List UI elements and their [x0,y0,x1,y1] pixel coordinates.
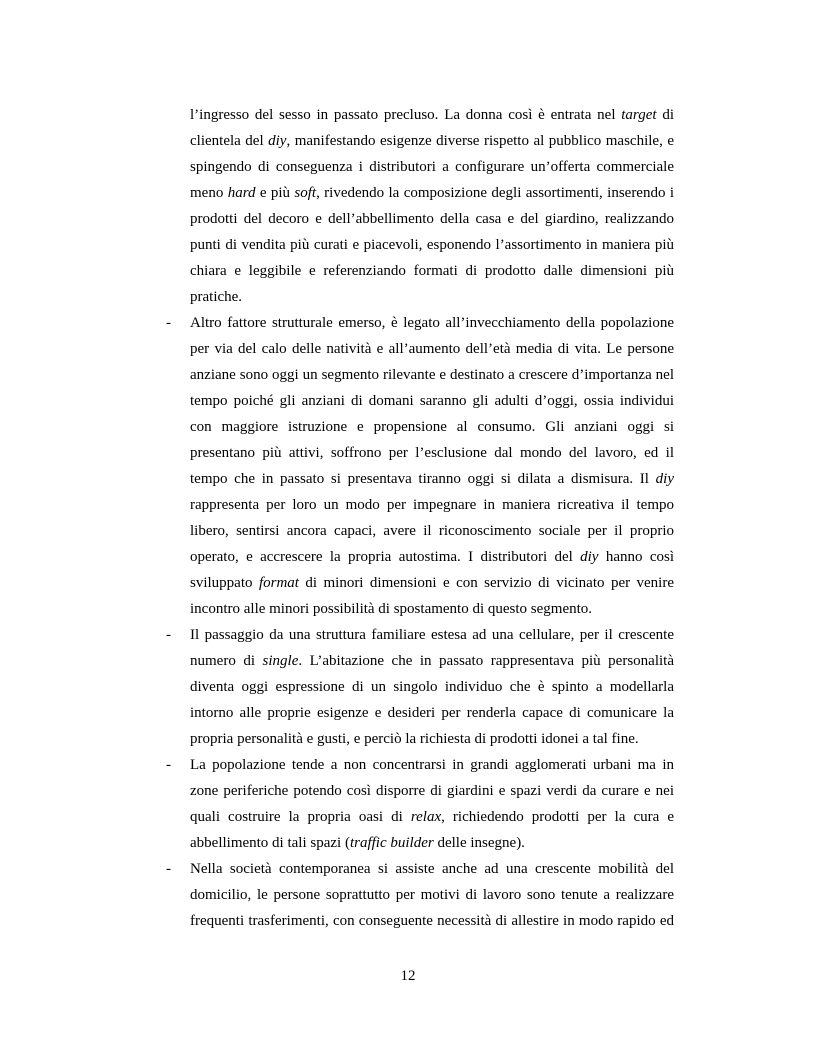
italic-term: diy [580,549,599,565]
text-segment: numero di [190,653,263,669]
text-segment: operato, e accrescere la propria autostima. I distributori del [190,549,581,565]
italic-term: format [258,575,299,591]
bullet-item [0,622,816,752]
text-segment: domicilio, le persone soprattutto per motivi di lavoro sono tenute a realizzare [190,887,674,903]
text-segment: e più [255,185,295,201]
text-segment: quali costruire la propria oasi di [190,809,411,825]
text-segment: , rivedendo la composizione degli assortimenti, inserendo i [316,185,674,201]
italic-term: traffic builder [349,835,434,851]
text-line [190,310,674,336]
text-segment: incontro alle minori possibilità di spostamento di questo segmento. [190,601,593,617]
text-segment: pratiche. [190,289,243,305]
text-segment: . L’abitazione che in passato rappresentava più personalità [298,653,674,669]
text-segment: clientela del [190,133,269,149]
text-line [190,128,674,154]
bullet-marker: - [166,861,171,877]
text-line [190,258,674,284]
text-segment: presentano più attivi, soffrono per l’esclusione dal mondo del lavoro, ed il [190,445,674,461]
text-line [190,544,674,570]
text-line [190,648,674,674]
text-line [190,778,674,804]
text-segment: zone periferiche potendo così disporre di giardini e spazi verdi da curare e nei [190,783,674,799]
text-segment: , richiedendo prodotti per la cura e [441,809,674,825]
text-segment: prodotti del decoro e dell’abbellimento della casa e del giardino, realizzando [190,211,674,227]
page-body [0,102,816,934]
text-line [190,518,674,544]
text-segment: di minori dimensioni e con servizio di vicinato per venire [298,575,675,591]
text-line [190,466,674,492]
text-line [190,700,674,726]
text-segment: di [656,107,674,123]
text-line [190,882,674,908]
text-line [190,154,674,180]
text-line [190,752,674,778]
text-segment: sviluppato [190,575,259,591]
bullet-marker: - [166,315,171,331]
text-line [190,102,674,128]
text-line [190,492,674,518]
text-segment: con maggiore istruzione e propensione al consumo. Gli anziani oggi si [190,419,674,435]
bullet-item [0,310,816,622]
text-segment: l’ingresso del sesso in passato precluso. La donna così è entrata nel [190,107,622,123]
text-line [190,674,674,700]
text-line [190,804,674,830]
italic-term: relax [410,809,442,825]
italic-term: soft [294,185,317,201]
text-segment: chiara e leggibile e referenziando formati di prodotto dalle dimensioni più [190,263,674,279]
text-segment: Nella società contemporanea si assiste anche ad una crescente mobilità del [190,861,674,877]
text-line [190,726,674,752]
continuation-paragraph [0,102,816,310]
italic-term: hard [227,185,256,201]
text-line [190,206,674,232]
text-line [190,830,674,856]
bullet-marker: - [166,757,171,773]
text-segment: , manifestando esigenze diverse rispetto al pubblico maschile, e [286,133,674,149]
text-segment: anziane sono oggi un segmento rilevante e destinato a crescere d’importanza nel [190,367,674,383]
text-segment: delle insegne). [433,835,525,851]
page-number: 12 [400,968,416,984]
text-segment: frequenti trasferimenti, con conseguente necessità di allestire in modo rapido ed [190,913,674,929]
bullet-item [0,752,816,856]
text-segment: tempo che in passato si presentava tiranno oggi si dilata a dismisura. Il [190,471,656,487]
text-segment: abbellimento di tali spazi ( [190,835,350,851]
bullet-list [0,310,816,934]
bullet-item [0,856,816,934]
italic-term: diy [268,133,287,149]
text-segment: Il passaggio da una struttura familiare estesa ad una cellulare, per il crescente [190,627,674,643]
text-line [190,622,674,648]
italic-term: diy [655,471,674,487]
text-segment: tempo poiché gli anziani di domani saranno gli adulti d’oggi, ossia individui [190,393,674,409]
text-line [190,570,674,596]
text-segment: hanno così [598,549,674,565]
text-segment: intorno alle proprie esigenze e desideri per renderla capace di comunicare la [190,705,674,721]
text-segment: diventa oggi espressione di un singolo individuo che è spinto a modellarla [190,679,674,695]
bullet-marker: - [166,627,171,643]
text-segment: La popolazione tende a non concentrarsi in grandi agglomerati urbani ma in [190,757,674,773]
text-segment: meno [190,185,228,201]
text-segment: Altro fattore strutturale emerso, è legato all’invecchiamento della popolazione [190,315,674,331]
text-segment: spingendo di conseguenza i distributori a configurare un’offerta commerciale [190,159,674,175]
text-line [190,908,674,934]
text-line [190,284,674,310]
text-line [190,362,674,388]
text-line [190,388,674,414]
italic-term: single [262,653,299,669]
italic-term: target [621,107,657,123]
text-segment: punti di vendita più curati e piacevoli, esponendo l’assortimento in maniera più [190,237,674,253]
text-line [190,856,674,882]
text-line [190,596,674,622]
text-line [190,232,674,258]
text-line [190,440,674,466]
text-line [190,414,674,440]
text-line [190,336,674,362]
text-segment: per via del calo delle natività e all’aumento dell’età media di vita. Le persone [190,341,674,357]
text-segment: propria personalità e gusti, e perciò la richiesta di prodotti idonei a tal fine. [190,731,639,747]
text-segment: libero, sentirsi ancora capaci, avere il riconoscimento sociale per il proprio [190,523,674,539]
text-line [190,180,674,206]
text-segment: rappresenta per loro un modo per impegnare in maniera ricreativa il tempo [190,497,674,513]
